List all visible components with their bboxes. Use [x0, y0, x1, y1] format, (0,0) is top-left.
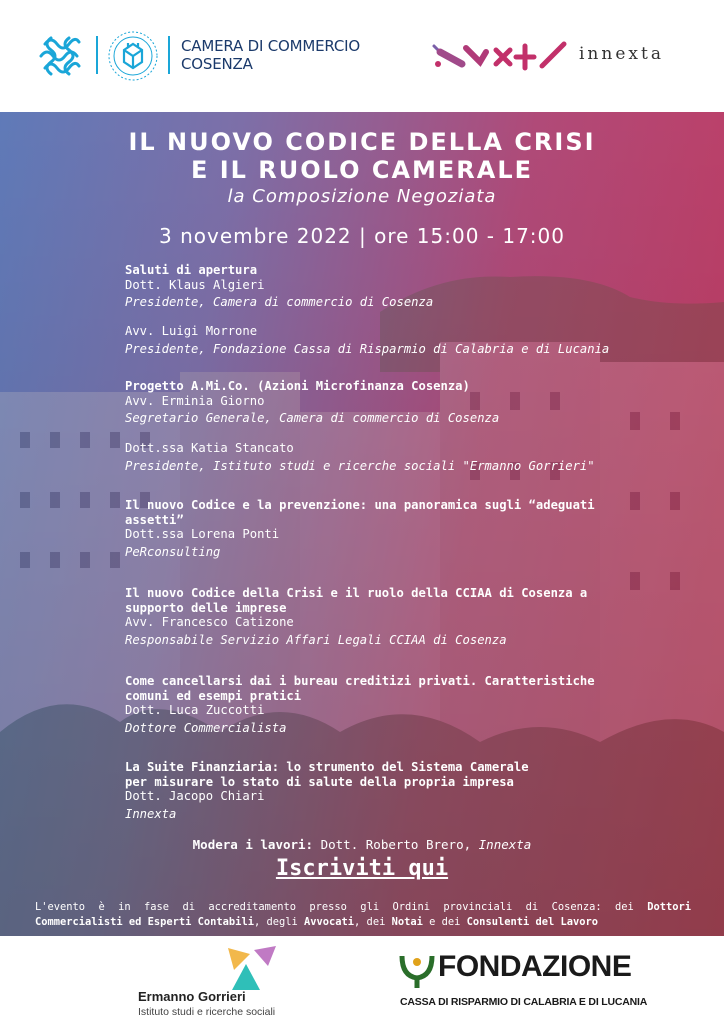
- camera-name-line1: CAMERA DI COMMERCIO: [181, 37, 360, 55]
- gorrieri-subtitle: Istituto studi e ricerche sociali: [138, 1006, 276, 1018]
- fondazione-subtitle: CASSA DI RISPARMIO DI CALABRIA E DI LUCANIA: [400, 996, 648, 1008]
- program-item-heading: comuni ed esempi pratici: [125, 688, 302, 703]
- program-item-speaker: Dott.ssa Katia Stancato: [125, 441, 294, 455]
- program-item: [125, 674, 625, 735]
- note-text: e dei: [422, 916, 467, 928]
- program-item-heading: per misurare lo stato di salute della propria impresa: [125, 774, 514, 789]
- camera-name-line2: COSENZA: [181, 55, 253, 73]
- logo-divider: [96, 36, 98, 74]
- fondazione-logo-icon: [398, 952, 436, 990]
- note-text: L'evento è in fase di accreditamento presso gli Ordini provinciali di Cosenza: dei: [35, 901, 648, 913]
- program-item-role: PeRconsulting: [125, 544, 221, 559]
- program-item-heading: Il nuovo Codice e la prevenzione: una panoramica sugli “adeguati: [125, 498, 595, 512]
- poster-body: [0, 112, 724, 936]
- moderator-name: Dott. Roberto Brero,: [320, 837, 472, 852]
- logo-divider: [168, 36, 170, 74]
- header-logos: [0, 0, 724, 112]
- moderator-label: Modera i lavori:: [192, 837, 314, 852]
- register-link[interactable]: Iscriviti qui: [275, 856, 449, 881]
- program-item-role: Innexta: [125, 806, 177, 821]
- program-item: [125, 498, 625, 559]
- program-item-heading: Il nuovo Codice della Crisi e il ruolo della CCIAA di Cosenza a: [125, 586, 588, 600]
- footer-logos: [0, 936, 724, 1024]
- program-item-heading: supporto delle imprese: [125, 600, 287, 615]
- program-item-role: Dottore Commercialista: [125, 720, 287, 735]
- program-item: [125, 586, 625, 647]
- program-item: [125, 441, 625, 473]
- program-item: [125, 760, 625, 821]
- fondazione-name: FONDAZIONE: [438, 950, 632, 983]
- program-item-role: Responsabile Servizio Affari Legali CCIAA di Cosenza: [125, 632, 507, 647]
- program-item-role: Presidente, Camera di commercio di Cosenza: [125, 295, 434, 309]
- camera-seal-icon: [107, 30, 159, 82]
- program-item-role: Segretario Generale, Camera di commercio di Cosenza: [125, 411, 500, 425]
- program-item-heading: assetti”: [125, 512, 184, 527]
- program-item-speaker: Dott. Jacopo Chiari: [125, 789, 265, 803]
- program-item-speaker: Dott. Luca Zuccotti: [125, 703, 265, 717]
- program-item-role: Presidente, Istituto studi e ricerche sociali "Ermanno Gorrieri": [125, 458, 595, 473]
- program-item: [125, 324, 625, 356]
- note-bold: Consulenti del Lavoro: [466, 916, 599, 928]
- program-item-heading: Come cancellarsi dai i bureau creditizi privati. Caratteristiche: [125, 674, 595, 688]
- camera-commercio-name: [181, 37, 360, 73]
- program-item: [125, 379, 625, 426]
- accreditation-note: [35, 900, 691, 930]
- innexta-logo-icon: [430, 38, 570, 72]
- note-text: , dei: [354, 916, 392, 928]
- program-item-speaker: Avv. Francesco Catizone: [125, 615, 294, 629]
- note-bold: Dottori Commercialisti ed Esperti Contabili: [35, 901, 691, 928]
- innexta-wordmark: innexta: [579, 44, 664, 64]
- poster-content: [0, 112, 724, 936]
- program-item-speaker: Avv. Erminia Giorno: [125, 393, 265, 408]
- event-subtitle: la Composizione Negoziata: [227, 186, 497, 207]
- note-text: , degli: [253, 916, 304, 928]
- event-date: 3 novembre 2022 | ore 15:00 - 17:00: [159, 224, 565, 248]
- moderator-line: [0, 837, 724, 852]
- program-item-speaker: Dott. Klaus Algieri: [125, 277, 265, 292]
- program-item: [125, 263, 625, 310]
- program-item-speaker: Dott.ssa Lorena Ponti: [125, 527, 280, 541]
- camera-commercio-logo-icon: [35, 30, 87, 82]
- program-item-heading: Saluti di apertura: [125, 263, 258, 277]
- event-title-line1: IL NUOVO CODICE DELLA CRISI: [128, 128, 596, 156]
- note-bold: Notai: [391, 916, 423, 928]
- program-item-role: Presidente, Fondazione Cassa di Risparmio di Calabria e di Lucania: [125, 341, 610, 356]
- moderator-org: Innexta: [478, 837, 532, 852]
- program-item-speaker: Avv. Luigi Morrone: [125, 324, 258, 338]
- gorrieri-triangles-logo-icon: [224, 946, 278, 992]
- note-bold: Avvocati: [304, 916, 355, 928]
- program-item-heading: La Suite Finanziaria: lo strumento del Sistema Camerale: [125, 760, 529, 774]
- gorrieri-name: Ermanno Gorrieri: [138, 989, 246, 1004]
- program-item-heading: Progetto A.Mi.Co. (Azioni Microfinanza Cosenza): [125, 379, 470, 393]
- event-title-line2: E IL RUOLO CAMERALE: [190, 156, 534, 184]
